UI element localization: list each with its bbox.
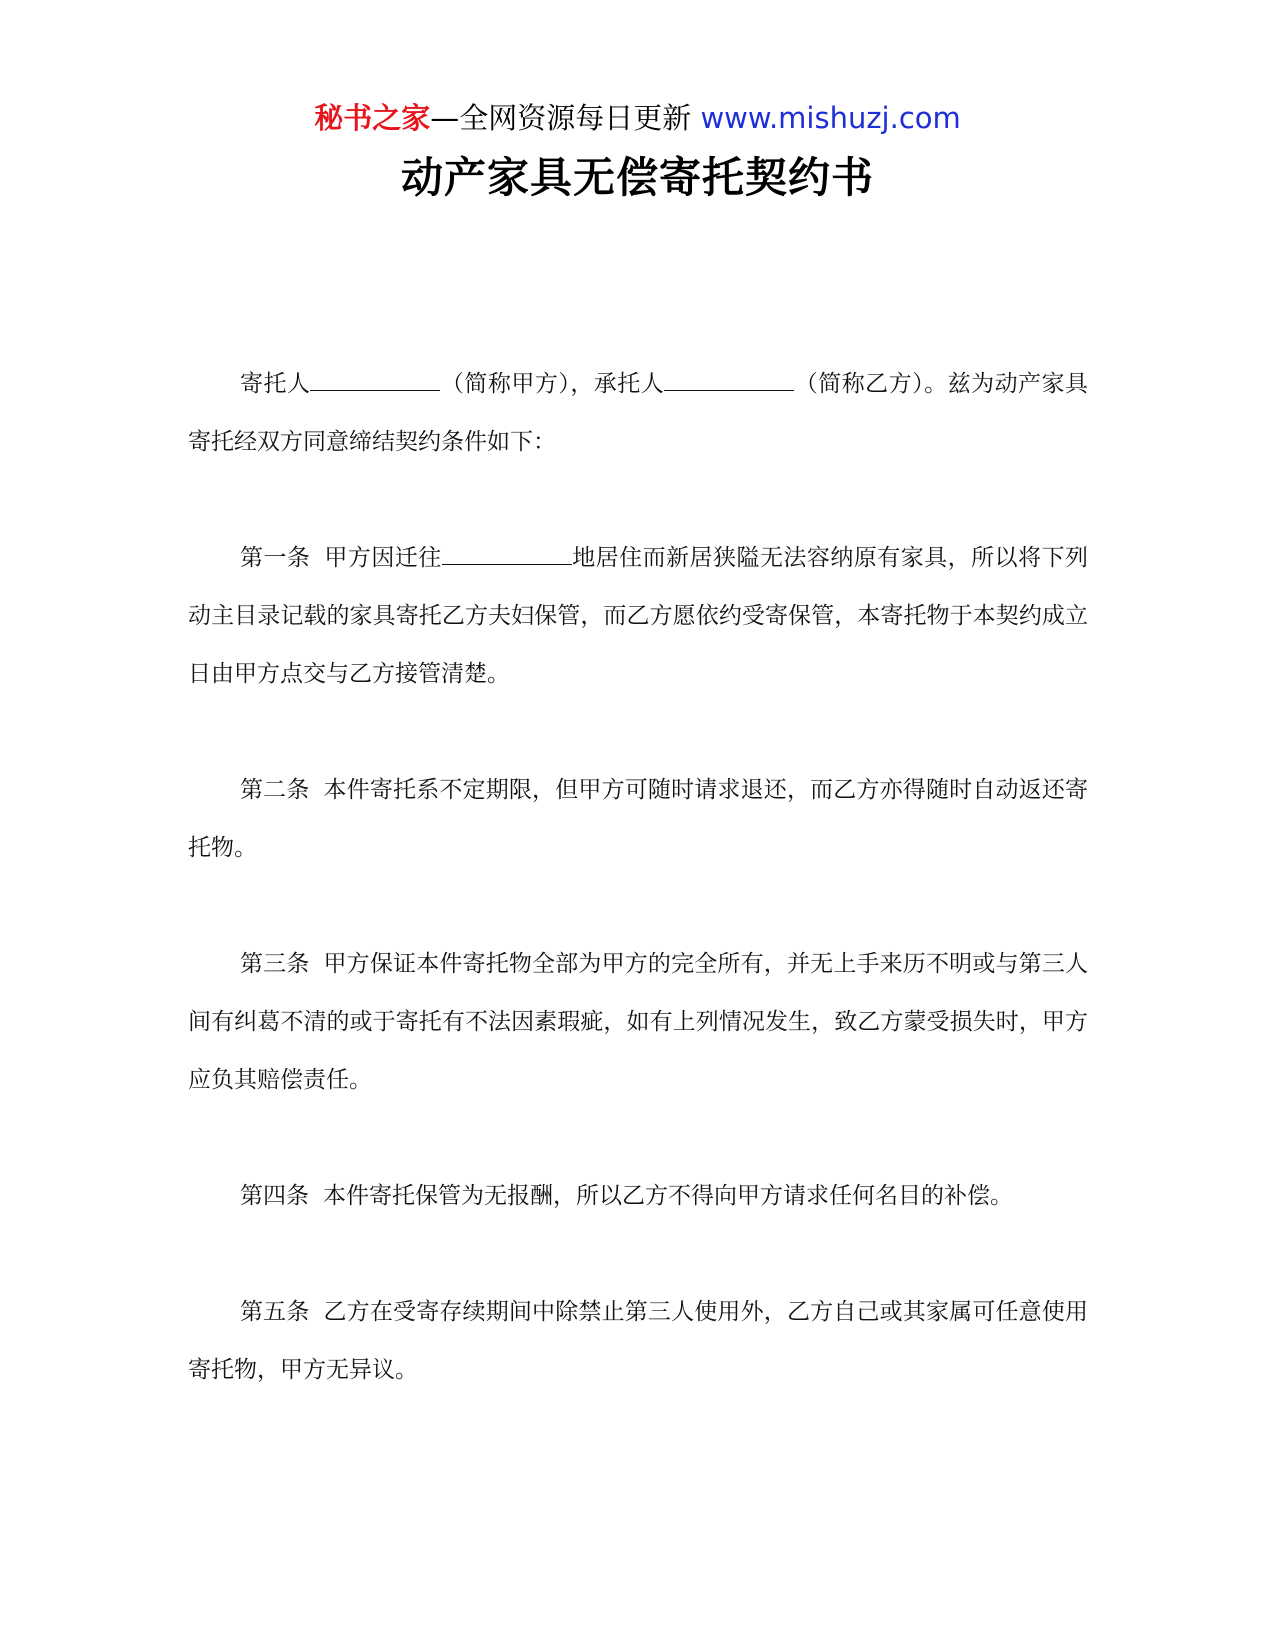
article-text: 甲方因迁往 xyxy=(324,545,442,571)
article-2 xyxy=(188,761,1088,877)
intro-text-1: 寄托人 xyxy=(240,371,311,397)
site-url-link[interactable]: www.mishuzj.com xyxy=(700,101,961,135)
article-3 xyxy=(188,935,1088,1109)
site-tagline: —全网资源每日更新 xyxy=(430,101,692,135)
site-header xyxy=(0,98,1275,138)
article-number: 第五条 xyxy=(240,1299,310,1325)
site-brand: 秘书之家 xyxy=(314,101,431,135)
article-text: 本件寄托保管为无报酬，所以乙方不得向甲方请求任何名目的补偿。 xyxy=(323,1183,1013,1209)
document-title: 动产家具无偿寄托契约书 xyxy=(400,153,874,202)
article-text: 本件寄托系不定期限，但甲方可随时请求退还，而乙方亦得随时自动返还寄托物。 xyxy=(188,777,1089,861)
document-body xyxy=(188,355,1088,1457)
article-text: 乙方在受寄存续期间中除禁止第三人使用外，乙方自己或其家属可任意使用寄托物，甲方无异议。 xyxy=(188,1299,1089,1383)
article-number: 第二条 xyxy=(240,777,310,803)
intro-text-2: （简称甲方），承托人 xyxy=(440,371,665,397)
article-number: 第四条 xyxy=(240,1183,309,1209)
consignee-blank xyxy=(664,370,794,391)
intro-text-3: （简称乙方）。兹为动产家具寄托经双方同意缔结契约条件如下： xyxy=(188,371,1089,455)
article-text: 地居住而新居狭隘无法容纳原有家具，所以将下列动主目录记载的家具寄托乙方夫妇保管，而乙方愿依约受寄保管，本寄托物于本契约成立日由甲方点交与乙方接管清楚。 xyxy=(188,545,1089,687)
article-5 xyxy=(188,1283,1088,1399)
article-text: 甲方保证本件寄托物全部为甲方的完全所有，并无上手来历不明或与第三人间有纠葛不清的或于寄托有不法因素瑕疵，如有上列情况发生，致乙方蒙受损失时，甲方应负其赔偿责任。 xyxy=(188,951,1089,1093)
consignor-blank xyxy=(310,370,440,391)
article-number: 第一条 xyxy=(240,545,311,571)
destination-blank xyxy=(442,544,572,565)
intro-paragraph xyxy=(188,355,1088,471)
article-number: 第三条 xyxy=(240,951,310,977)
article-1 xyxy=(188,529,1088,703)
article-4 xyxy=(188,1167,1088,1225)
